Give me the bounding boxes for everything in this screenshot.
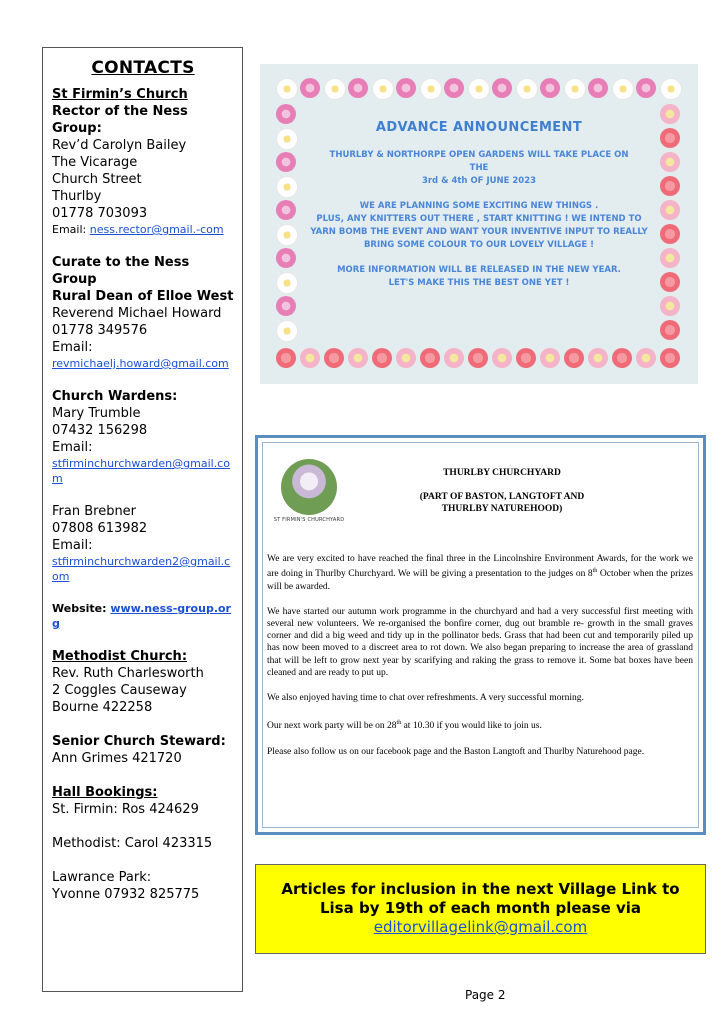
curate-title-1: Curate to the Ness [52, 255, 190, 270]
rector-title-2: Group: [52, 121, 102, 136]
flower-icon [396, 348, 416, 368]
churchyard-article [267, 553, 693, 771]
announcement-line-9: LET'S MAKE THIS THE BEST ONE YET ! [388, 278, 570, 288]
hall-lawrance-contact: Yvonne 07932 825775 [52, 887, 200, 902]
articles-line-1: Articles for inclusion in the next Village Link to [281, 880, 680, 898]
flower-icon [612, 78, 634, 100]
announcement-line-3: 3rd & 4th OF JUNE 2023 [421, 176, 537, 186]
church-name: St Firmin’s Church [52, 87, 188, 102]
churchyard-title-3: THURLBY NATUREHOOD) [441, 504, 563, 514]
flower-icon [540, 348, 560, 368]
announcement-line-8: MORE INFORMATION WILL BE RELEASED IN THE NEW YEAR. [337, 265, 621, 275]
warden1-email-label: Email: [52, 440, 93, 455]
warden2-email-link[interactable]: stfirminchurchwarden2@gmail.com [52, 555, 231, 583]
flower-icon [276, 176, 298, 198]
curate-email-link[interactable]: revmichaelj.howard@gmail.com [52, 357, 229, 370]
flower-icon [276, 128, 298, 150]
flower-icon [588, 78, 608, 98]
churchyard-title-1: THURLBY CHURCHYARD [443, 468, 561, 478]
contacts-title: CONTACTS [91, 58, 195, 78]
curate-title-2: Group [52, 272, 97, 287]
curate-email-label: Email: [52, 340, 93, 355]
articles-line-2: Lisa by 19th of each month please via editorvillagelink@gmail.com [319, 899, 642, 936]
flower-icon [636, 348, 656, 368]
flower-icon [420, 78, 442, 100]
flower-icon [324, 78, 346, 100]
methodist-title: Methodist Church: [52, 649, 188, 664]
editor-email-link[interactable]: editorvillagelink@gmail.com [373, 918, 588, 936]
announcement-heading: ADVANCE ANNOUNCEMENT [375, 120, 583, 135]
churchyard-title [380, 467, 624, 515]
announcement-line-4: WE ARE PLANNING SOME EXCITING NEW THINGS . [359, 201, 599, 211]
dean-title: Rural Dean of Elloe West [52, 289, 234, 304]
flower-icon [348, 348, 368, 368]
flower-icon [660, 104, 680, 124]
announcement-image [260, 64, 698, 384]
flower-icon [660, 176, 680, 196]
paragraph-4: Our next work party will be on 28th at 10.30 if you would like to join us. [267, 720, 542, 732]
flower-icon [372, 78, 394, 100]
flower-icon [276, 200, 296, 220]
wardens-title: Church Wardens: [52, 389, 178, 404]
hall-lawrance-label: Lawrance Park: [52, 870, 152, 885]
rector-email-link[interactable]: ness.rector@gmail.-com [89, 223, 224, 236]
warden1-phone: 07432 156298 [52, 423, 148, 438]
flower-icon [468, 348, 488, 368]
methodist-town: Bourne 422258 [52, 700, 153, 715]
paragraph-3: We also enjoyed having time to chat over refreshments. A very successful morning. [267, 692, 584, 703]
flower-icon [444, 78, 464, 98]
warden1-name: Mary Trumble [52, 406, 141, 421]
flower-icon [660, 320, 680, 340]
website-link[interactable]: www.ness-group.org [52, 602, 231, 630]
flower-icon [564, 348, 584, 368]
flower-icon [660, 78, 682, 100]
flower-icon [660, 272, 680, 292]
flower-icon [444, 348, 464, 368]
flower-photo-icon [281, 459, 337, 515]
flower-icon [276, 296, 296, 316]
churchyard-logo [267, 459, 351, 525]
rector-email-label: Email: [52, 223, 90, 236]
steward-name: Ann Grimes 421720 [52, 751, 182, 766]
warden2-email-label: Email: [52, 538, 93, 553]
warden1-email-link[interactable]: stfirminchurchwarden@gmail.com [52, 457, 230, 485]
flower-icon [492, 348, 512, 368]
rector-email-row [52, 222, 234, 237]
flower-icon [516, 348, 536, 368]
announcement-line-6: YARN BOMB THE EVENT AND WANT YOUR INVENTIVE INPUT TO REALLY [310, 227, 648, 237]
flower-icon [612, 348, 632, 368]
flower-icon [660, 128, 680, 148]
flower-icon [660, 200, 680, 220]
flower-icon [276, 224, 298, 246]
rector-address-3: Thurlby [52, 189, 102, 204]
flower-icon [300, 348, 320, 368]
hall-stfirmin: St. Firmin: Ros 424629 [52, 802, 199, 817]
hall-methodist: Methodist: Carol 423315 [52, 836, 213, 851]
rector-name: Rev’d Carolyn Bailey [52, 138, 187, 153]
flower-icon [300, 78, 320, 98]
curate-name: Reverend Michael Howard [52, 306, 222, 321]
flower-icon [660, 296, 680, 316]
flower-icon [540, 78, 560, 98]
flower-icon [348, 78, 368, 98]
flower-icon [660, 152, 680, 172]
flower-icon [660, 348, 680, 368]
logo-caption: ST FIRMIN'S CHURCHYARD [273, 517, 345, 523]
paragraph-2: We have started our autumn work programme in the churchyard and had a very successful first meeting with several new volunteers. We re-organised the bonfire corner, dug out bramble re- growth in the small graves corner and did a big weed and tidy up in the pollinator beds. Grass that had been cut and temporarily piled up has now been moved to a discreet area to rot down. We also began preparing to increase the area of grassland that will be left to grow next year by scarifying and raking the grass to remove it. Some bat boxes have been cleaned and are ready to put up. [267, 606, 693, 678]
flower-icon [468, 78, 490, 100]
warden2-name: Fran Brebner [52, 504, 137, 519]
flower-icon [420, 348, 440, 368]
flower-icon [636, 78, 656, 98]
announcement-line-1: THURLBY & NORTHORPE OPEN GARDENS WILL TAKE PLACE ON [329, 150, 629, 160]
flower-icon [276, 152, 296, 172]
flower-icon [660, 248, 680, 268]
page-number: Page 2 [465, 988, 506, 1002]
churchyard-title-2: (PART OF BASTON, LANGTOFT AND [419, 492, 585, 502]
flower-icon [516, 78, 538, 100]
hall-title: Hall Bookings: [52, 785, 158, 800]
flower-icon [564, 78, 586, 100]
rector-address-1: The Vicarage [52, 155, 138, 170]
flower-icon [276, 104, 296, 124]
articles-notice [255, 864, 706, 954]
contacts-panel [42, 47, 243, 992]
flower-icon [276, 348, 296, 368]
flower-icon [372, 348, 392, 368]
announcement-line-7: BRING SOME COLOUR TO OUR LOVELY VILLAGE ! [363, 240, 595, 250]
paragraph-1: We are very excited to have reached the final three in the Lincolnshire Environment Awards, for the work we are doing in Thurlby Churchyard. We will be giving a presentation to the judges on 8th October when the prizes will be awarded. [267, 554, 694, 592]
announcement-line-2: THE [469, 163, 489, 173]
flower-icon [588, 348, 608, 368]
rector-phone: 01778 703093 [52, 206, 148, 221]
flower-icon [396, 78, 416, 98]
website-label: Website: [52, 602, 111, 615]
rector-title-1: Rector of the Ness [52, 104, 188, 119]
website-row [52, 601, 234, 631]
methodist-address: 2 Coggles Causeway [52, 683, 187, 698]
announcement-line-5: PLUS, ANY KNITTERS OUT THERE , START KNITTING ! WE INTEND TO [316, 214, 642, 224]
flower-icon [276, 78, 298, 100]
rector-address-2: Church Street [52, 172, 142, 187]
flower-icon [660, 224, 680, 244]
flower-icon [276, 320, 298, 342]
warden2-phone: 07808 613982 [52, 521, 148, 536]
announcement-text [304, 104, 654, 349]
curate-phone: 01778 349576 [52, 323, 148, 338]
flower-icon [324, 348, 344, 368]
paragraph-5: Please also follow us on our facebook page and the Baston Langtoft and Thurlby Naturehood page. [267, 746, 645, 757]
flower-icon [492, 78, 512, 98]
methodist-name: Rev. Ruth Charlesworth [52, 666, 204, 681]
flower-icon [276, 248, 296, 268]
steward-title: Senior Church Steward: [52, 734, 226, 749]
flower-icon [276, 272, 298, 294]
